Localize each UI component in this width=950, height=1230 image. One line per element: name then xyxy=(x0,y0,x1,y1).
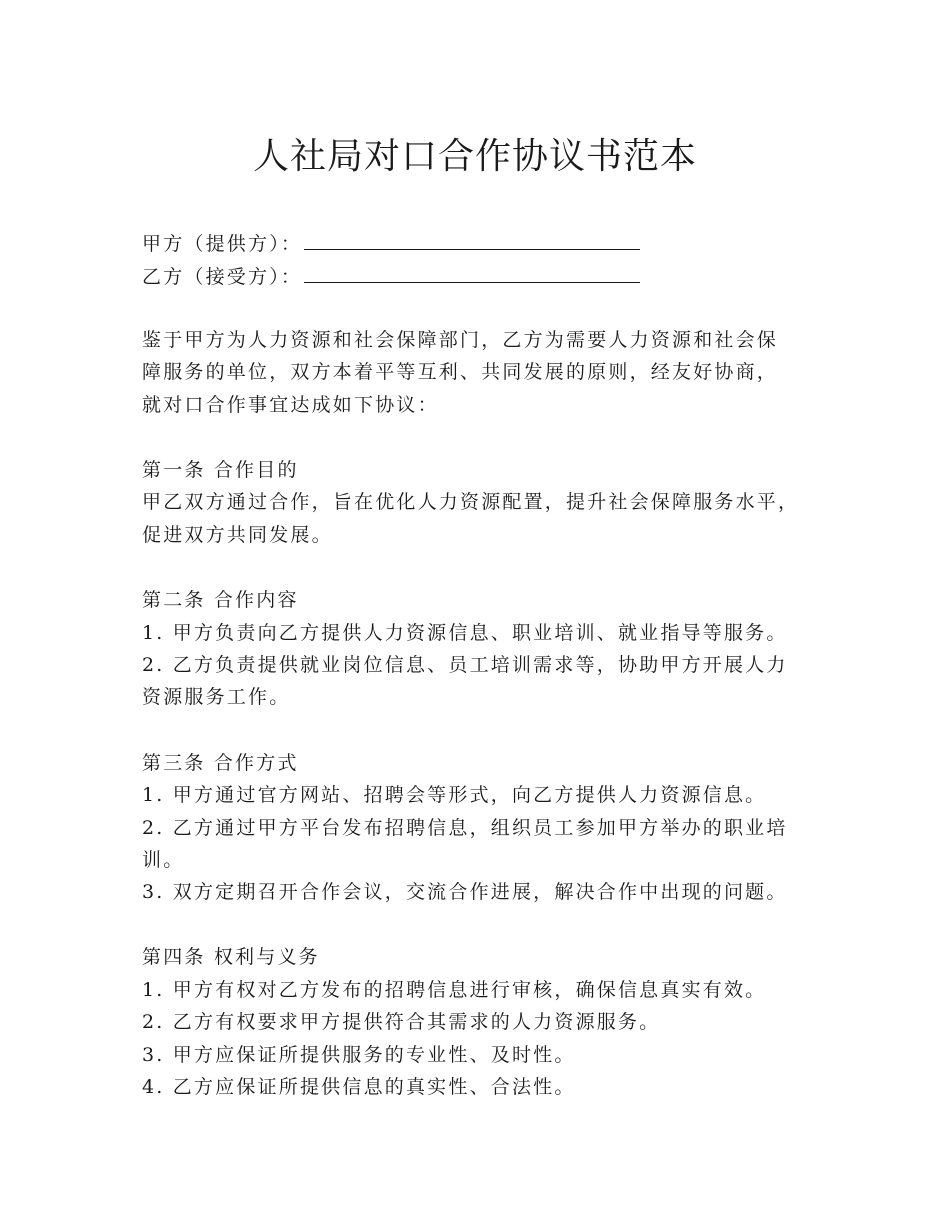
preamble-line: 鉴于甲方为人力资源和社会保障部门，乙方为需要人力资源和社会保 xyxy=(142,329,779,351)
article2-heading: 第二条 合作内容 xyxy=(142,589,299,611)
article1-heading: 第一条 合作目的 xyxy=(142,459,299,481)
party-a-blank-field xyxy=(304,229,640,250)
article2-line: 2. 乙方负责提供就业岗位信息、员工培训需求等，协助甲方开展人力 xyxy=(142,654,788,676)
preamble-line: 障服务的单位，双方本着平等互利、共同发展的原则，经友好协商， xyxy=(142,361,779,383)
article1-line: 促进双方共同发展。 xyxy=(142,524,333,546)
party-b-blank-field xyxy=(304,262,640,283)
party-b-label: 乙方（接受方）： xyxy=(142,266,303,288)
article3-line: 1. 甲方通过官方网站、招聘会等形式，向乙方提供人力资源信息。 xyxy=(142,784,767,806)
document-title: 人社局对口合作协议书范本 xyxy=(252,136,697,177)
article3-line: 训。 xyxy=(142,849,185,871)
article3-line: 2. 乙方通过甲方平台发布招聘信息，组织员工参加甲方举办的职业培 xyxy=(142,817,788,839)
article4-line: 2. 乙方有权要求甲方提供符合其需求的人力资源服务。 xyxy=(142,1011,661,1033)
article4-line: 4. 乙方应保证所提供信息的真实性、合法性。 xyxy=(142,1076,576,1098)
preamble-line: 就对口合作事宜达成如下协议： xyxy=(142,394,439,416)
article3-heading: 第三条 合作方式 xyxy=(142,752,299,774)
article1-line: 甲乙双方通过合作，旨在优化人力资源配置，提升社会保障服务水平， xyxy=(142,491,800,513)
party-a-line xyxy=(142,228,640,260)
article2-line: 1. 甲方负责向乙方提供人力资源信息、职业培训、就业指导等服务。 xyxy=(142,622,788,644)
article4-line: 3. 甲方应保证所提供服务的专业性、及时性。 xyxy=(142,1044,576,1066)
article4-line: 1. 甲方有权对乙方发布的招聘信息进行审核，确保信息真实有效。 xyxy=(142,979,767,1001)
party-b-line xyxy=(142,261,640,293)
party-a-label: 甲方（提供方）： xyxy=(142,233,303,255)
article4-heading: 第四条 权利与义务 xyxy=(142,946,320,968)
article3-line: 3. 双方定期召开合作会议，交流合作进展，解决合作中出现的问题。 xyxy=(142,881,788,903)
article2-line: 资源服务工作。 xyxy=(142,686,291,708)
